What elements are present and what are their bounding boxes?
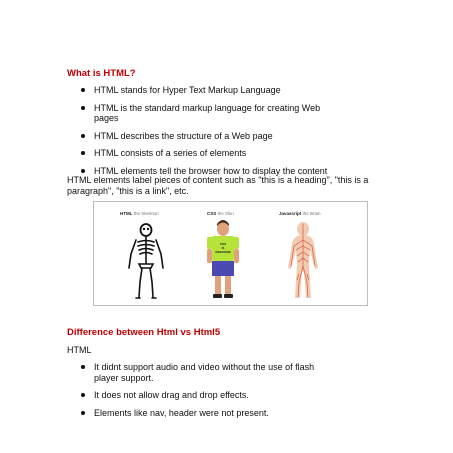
list-item: HTML elements tell the browser how to display the content (80, 166, 380, 177)
html-css-js-illustration (93, 201, 368, 306)
css-person-figure (207, 220, 239, 298)
html-subheading: HTML (67, 345, 92, 355)
figure-label-javascript: Javascript the Brain (279, 211, 321, 216)
nervous-system-figure (288, 222, 318, 298)
figure-drawing (94, 202, 369, 307)
svg-text:IS: IS (221, 246, 225, 250)
html-elements-paragraph: HTML elements label pieces of content such as "this is a heading", "this is a paragraph", "this is a link", etc. (67, 175, 369, 196)
html-facts-list (80, 85, 380, 176)
list-item: It does not allow drag and drop effects. (80, 390, 320, 401)
list-item: Elements like nav, header were not present. (80, 408, 320, 419)
list-item: HTML consists of a series of elements (80, 148, 380, 159)
skeleton-figure (129, 224, 163, 298)
figure-label-html: HTML the Skeleton (120, 211, 159, 216)
list-item: HTML describes the structure of a Web page (80, 131, 380, 142)
list-item: HTML is the standard markup language for creating Web pages (80, 103, 344, 124)
svg-text:CSS: CSS (219, 242, 227, 246)
list-item: It didnt support audio and video without the use of flash player support. (80, 362, 320, 383)
html-limitations-list (80, 362, 320, 418)
section-heading-what-is-html: What is HTML? (67, 68, 136, 79)
figure-label-css: CSS the Skin (207, 211, 234, 216)
svg-text:AWESOME: AWESOME (215, 250, 231, 254)
list-item: HTML stands for Hyper Text Markup Language (80, 85, 380, 96)
section-heading-html-vs-html5: Difference between Html vs Html5 (67, 327, 221, 338)
